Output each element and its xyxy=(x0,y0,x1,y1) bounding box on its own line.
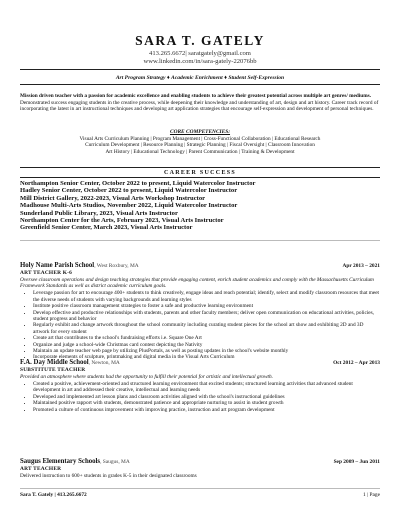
tagline: Art Program Strategy ♦ Academic Enrichment ♦ Student Self-Expression xyxy=(115,75,285,81)
phone-email[interactable]: 413.265.6672| saratgately@gmail.com xyxy=(149,50,251,57)
page-footer xyxy=(20,492,380,498)
divider xyxy=(20,167,380,168)
job-dates: Sep 2009 – Jun 2011 xyxy=(333,459,380,465)
job-entry xyxy=(20,262,380,361)
job-location: , Saugus, MA xyxy=(100,459,130,465)
competencies-title: CORE COMPETENCIES: xyxy=(169,129,231,135)
success-item: Northampton Senior Center, October 2022 to present, Liquid Watercolor Instructor xyxy=(20,180,256,187)
job-entry xyxy=(20,359,380,413)
success-item: Greenfield Senior Center, March 2023, Visual Arts Instructor xyxy=(20,224,193,232)
job-bullet: • Incorporate elements of sculpture, printmaking and digital media in the Visual Arts Curriculum xyxy=(33,354,380,360)
footer-divider xyxy=(20,488,380,489)
job-bullet: • Regularly exhibit and change artwork throughout the school community including curating student pieces for the school art show and exhibiting 2D and 3D artwork for every student xyxy=(33,322,380,335)
competencies-list xyxy=(20,136,380,155)
career-success-list xyxy=(20,180,380,232)
job-header xyxy=(20,458,380,466)
job-dates: Oct 2012 – Apr 2013 xyxy=(333,360,380,366)
footer-left: Sara T. Gately | 413.265.6672 xyxy=(20,492,87,498)
footer-page-number: 1 | Page xyxy=(363,492,380,498)
job-title: ART TEACHER K-6 xyxy=(20,270,73,276)
job-description: Oversee classroom operations and design teaching strategies that provide engaging content, enrich student academics and comply with the Massachusetts Curriculum Framework Standards as well as district academic curriculum goals. xyxy=(20,276,374,289)
job-description: Provided an atmosphere where students had the opportunity to fulfill their potential for artistic and intellectual growth. xyxy=(20,373,274,380)
job-bullets xyxy=(20,381,380,413)
divider xyxy=(20,177,380,178)
job-entry xyxy=(20,458,380,479)
job-title: SUBSTITUTE TEACHER xyxy=(20,367,86,373)
divider xyxy=(20,69,380,70)
summary-lead: Mission driven teacher with a passion for academic excellence and enabling students to achieve their greatest potential across multiple art genres/ mediums. xyxy=(20,93,372,99)
competency-line: Art History | Educational Technology | Parent Communication | Training & Development xyxy=(105,148,295,155)
contact-block xyxy=(20,50,380,66)
job-org: F.A. Day Middle School xyxy=(20,359,89,366)
job-bullet: • Developed and implemented art lesson plans and classroom activities aligned with the school's instructional guidelines xyxy=(33,394,380,400)
job-bullet: • Institute positive classroom management strategies to foster a safe and productive learning environment xyxy=(33,303,380,309)
job-header xyxy=(20,359,380,367)
divider xyxy=(20,84,380,85)
summary-paragraph xyxy=(20,93,380,113)
linkedin-link[interactable]: www.linkedin.com/in/sara-gately-22076bb xyxy=(143,58,257,65)
competency-line: Curriculum Development | Resource Planning | Strategic Planning | Fiscal Oversight | Classroom Innovation xyxy=(85,142,315,149)
job-bullet: • Maintain an update teacher web page by utilizing PlusPortals, as well as posting updates in the school's website monthly xyxy=(33,348,380,354)
career-success-heading: CAREER SUCCESS xyxy=(163,170,237,176)
job-bullet: • Develop effective and productive relationships with students, parents and other faculty members; deliver open communication on educational activities, policies, student progress and behavior xyxy=(33,310,380,323)
competency-line: Visual Arts Curriculum Planning | Program Management | Cross-Functional Collaboration | Educational Research xyxy=(79,136,321,142)
job-location: , Newton, MA xyxy=(88,360,120,366)
success-item: Mill District Gallery, 2022-2023, Visual Arts Workshop Instructor xyxy=(20,194,206,202)
job-bullet: • Maintained positive rapport with students, demonstrated patience and appropriate nurturing to assist in student growth xyxy=(33,400,380,406)
job-org: Saugus Elementary Schools xyxy=(20,458,101,465)
job-bullet: • Created a positive, achievement-oriented and structured learning environment that excited students; structured learning activities that advanced student development in art and addressed their creative, intellectual and learning needs xyxy=(33,381,380,394)
job-header xyxy=(20,262,380,270)
job-location: , West Roxbury, MA xyxy=(94,263,139,269)
job-bullet: • Leverage passion for art to encourage 400+ students to think creatively, engage ideas and reach potential; identify, select and modify classroom resources that meet the diverse needs of students with varying backgrounds and learning styles xyxy=(33,290,380,303)
summary-body: Demonstrated success engaging students in the creative process, while deepening their knowledge and understanding of art, design and art history. Career track record of incorporating the latest in art instructional techniques and developing art application strategies that encourage self-expression and development of personal techniques. xyxy=(20,99,379,112)
candidate-name: SARA T. GATELY xyxy=(135,33,265,48)
success-item: Hadley Senior Center, October 2022 to present, Liquid Watercolor Instructor xyxy=(20,187,238,195)
success-item: Sunderland Public Library, 2023, Visual Arts Instructor xyxy=(20,209,178,217)
job-dates: Apr 2013 – 2021 xyxy=(342,263,380,269)
success-item: Madhouse Multi-Arts Studios, November 2022, Liquid Watercolor Instructor xyxy=(20,202,238,210)
job-bullets xyxy=(20,290,380,360)
job-bullet: • Organize and judge a school-wide Christmas card contest depicting the Nativity xyxy=(33,342,380,348)
job-bullet: • Promoted a culture of continuous improvement with improving practice, instruction and art program development xyxy=(33,407,380,413)
job-description: Delivered instruction to 600+ students in grades K-5 in their designated classrooms xyxy=(20,472,197,479)
job-bullet: • Create art that contributes to the school's fundraising efforts i.e. Square One Art xyxy=(33,335,380,341)
success-item: Northampton Center for the Arts, February 2023, Visual Arts Instructor xyxy=(20,217,224,225)
divider xyxy=(20,240,380,241)
job-title: ART TEACHER xyxy=(20,466,62,472)
job-org: Holy Name Parish School xyxy=(20,262,95,269)
